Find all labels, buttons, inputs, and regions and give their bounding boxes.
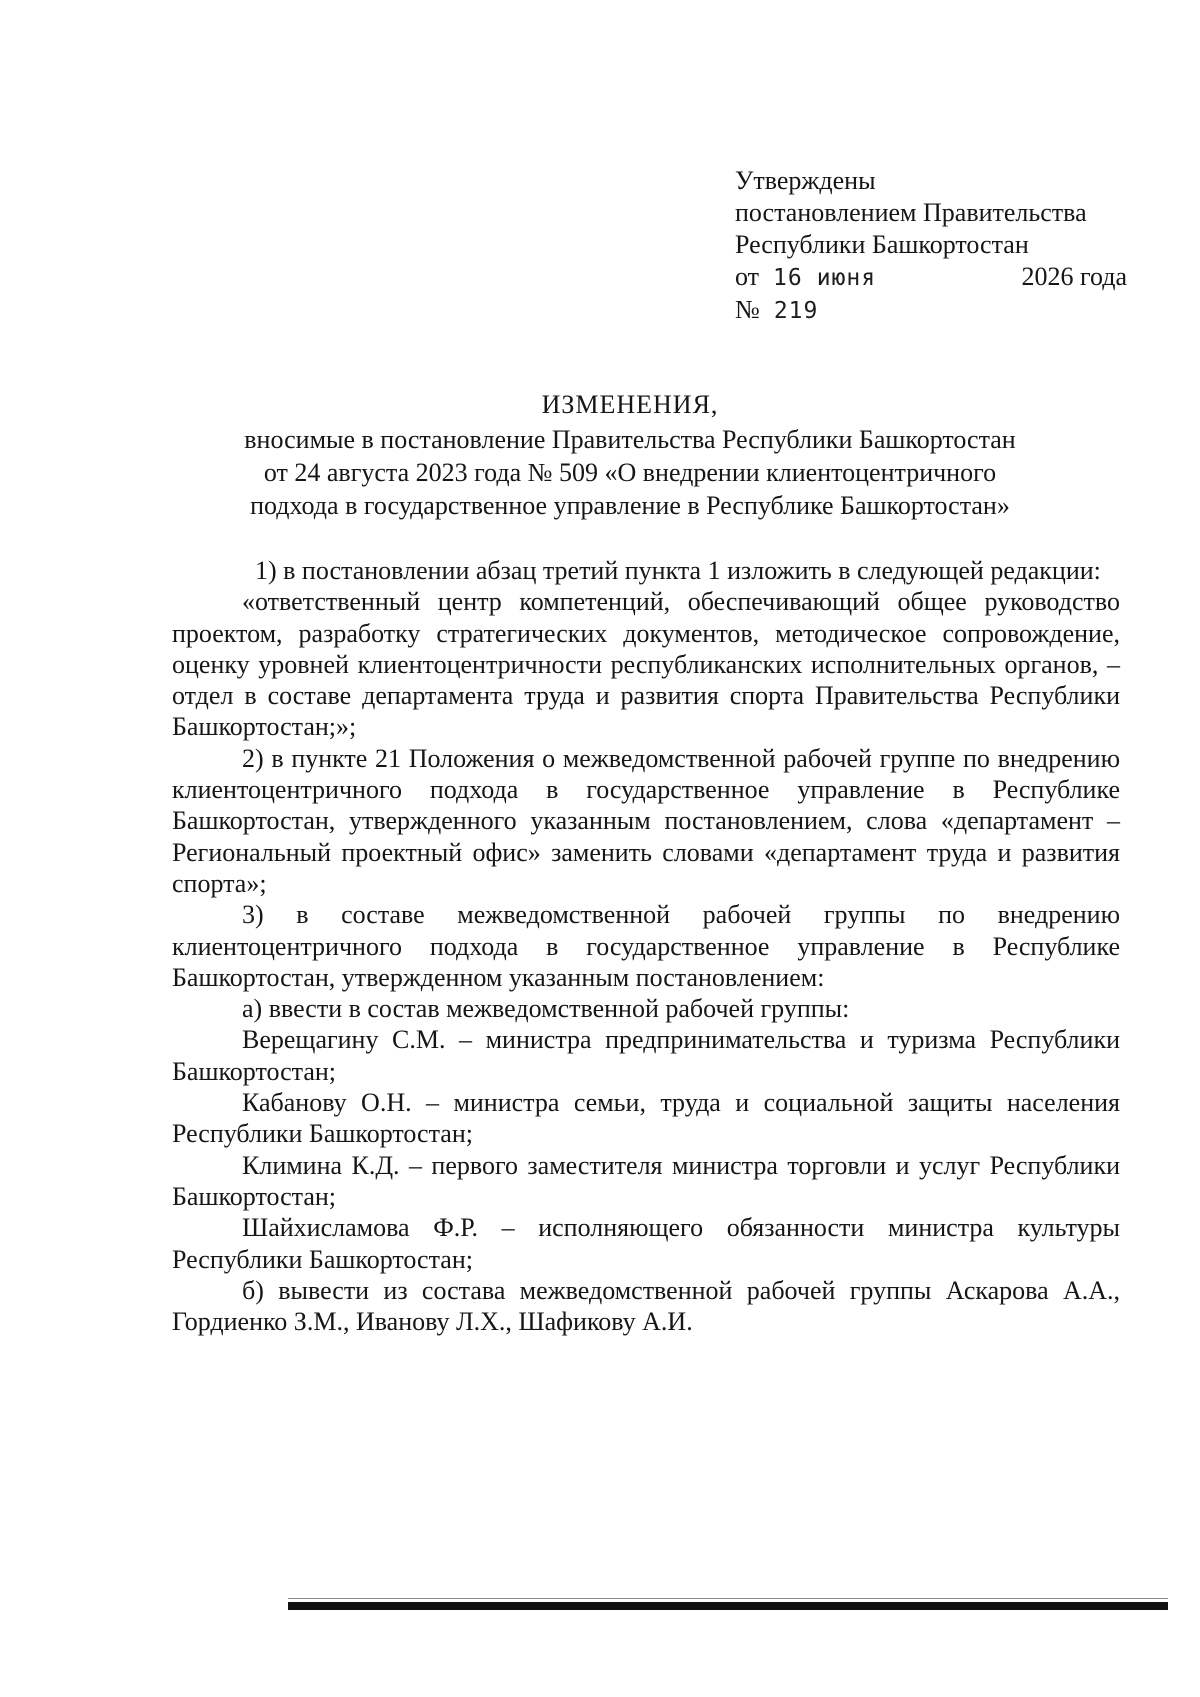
bottom-rule bbox=[288, 1602, 1168, 1610]
paragraph-item-3: 3) в составе межведомственной рабочей группы по внедрению клиентоцентричного подхода в государственное управление в Республике Башкортостан, утвержденном указанным постановлением: bbox=[172, 900, 1120, 992]
document-body bbox=[172, 555, 1120, 1337]
paragraph-item-2: 2) в пункте 21 Положения о межведомственной рабочей группе по внедрению клиентоцентричного подхода в государственное управление в Республике Башкортостан, утвержденного указанным постановлением, слова «департамент – Региональный проектный офис» заменить словами «департамент труда и развития спорта»; bbox=[172, 743, 1120, 898]
paragraph-member-1: Верещагину С.М. – министра предпринимательства и туризма Республики Башкортостан; bbox=[172, 1025, 1120, 1086]
paragraph-item-1: 1) в постановлении абзац третий пункта 1 изложить в следующей редакции: bbox=[255, 556, 1101, 585]
heading-line-1: вносимые в постановление Правительства Республики Башкортостан bbox=[244, 425, 1016, 454]
paragraph-subitem-a: а) ввести в состав межведомственной рабочей группы: bbox=[242, 994, 850, 1024]
document-heading bbox=[170, 388, 1090, 522]
approval-date-line bbox=[735, 261, 1127, 294]
document-title: ИЗМЕНЕНИЯ, bbox=[541, 390, 719, 419]
approval-number-prefix: № bbox=[735, 295, 760, 324]
approval-block bbox=[735, 165, 1135, 327]
paragraph-member-3: Климина К.Д. – первого заместителя министра торговли и услуг Республики Башкортостан; bbox=[172, 1150, 1120, 1211]
paragraph-member-4: Шайхисламова Ф.Р. – исполняющего обязанности министра культуры Республики Башкортостан; bbox=[172, 1213, 1120, 1274]
approval-date-month: июня bbox=[816, 265, 877, 291]
approval-date-year: 2026 года bbox=[1021, 262, 1127, 291]
approval-date-day: 16 bbox=[773, 265, 803, 291]
approval-number-line bbox=[735, 294, 1135, 327]
approval-date-prefix: от bbox=[735, 262, 760, 291]
approval-line-3: Республики Башкортостан bbox=[735, 230, 1029, 259]
paragraph-member-2: Кабанову О.Н. – министра семьи, труда и социальной защиты населения Республики Башкортостан; bbox=[172, 1088, 1120, 1149]
heading-line-2: от 24 августа 2023 года № 509 «О внедрении клиентоцентричного bbox=[263, 458, 997, 487]
bottom-rule-thin bbox=[288, 1598, 1168, 1599]
paragraph-subitem-b: б) вывести из состава межведомственной рабочей группы Аскарова А.А., Гордиенко З.М., Иванову Л.Х., Шафикову А.И. bbox=[172, 1275, 1120, 1337]
approval-date-left bbox=[735, 261, 876, 294]
approval-number-value: 219 bbox=[773, 298, 819, 324]
approval-line-2: постановлением Правительства bbox=[735, 198, 1087, 227]
approval-line-1: Утверждены bbox=[735, 166, 876, 195]
heading-line-3: подхода в государственное управление в Республике Башкортостан» bbox=[250, 491, 1010, 520]
paragraph-quote: «ответственный центр компетенций, обеспечивающий общее руководство проектом, разработку стратегических документов, методическое сопровождение, оценку уровней клиентоцентричности республиканских исполнительных органов, – отдел в составе департамента труда и развития спорта Правительства Республики Башкортостан;»; bbox=[172, 587, 1120, 742]
